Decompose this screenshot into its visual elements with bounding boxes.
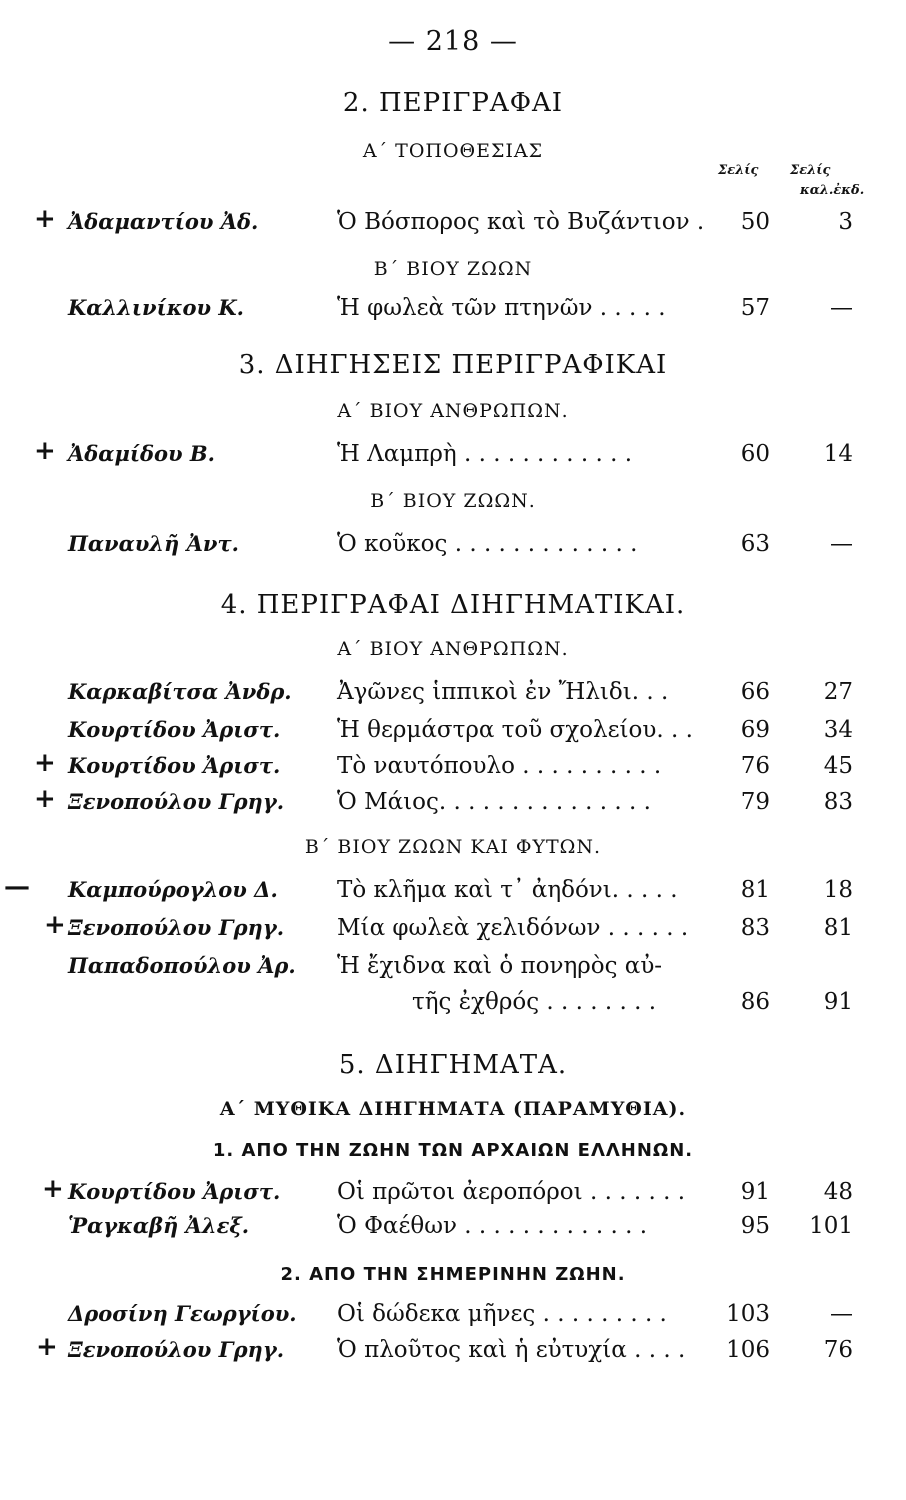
entry-title: Τὸ ναυτόπουλο . . . . . . . . . .: [337, 753, 662, 779]
toc-entry: [0, 1296, 906, 1332]
entry-title: Ἡ φωλεὰ τῶν πτηνῶν . . . . .: [337, 295, 666, 321]
entry-title: Τὸ κλῆμα καὶ τ᾿ ἀηδόνι. . . . .: [337, 877, 678, 903]
page-number: — 218 —: [388, 26, 518, 57]
entry-page-school: 18: [823, 877, 853, 903]
entry-title: Ἀγῶνες ἱππικοὶ ἐν Ἤλιδι. . .: [337, 679, 669, 705]
entry-title: τῆς ἐχθρός . . . . . . . .: [412, 989, 657, 1015]
entry-page-school: 91: [823, 989, 853, 1015]
subheading: 2. ΑΠΟ ΤΗΝ ΣΗΜΕΡΙΝΗΝ ΖΩΗΝ.: [280, 1264, 626, 1285]
entry-author: Καλλινίκου Κ.: [68, 295, 244, 320]
subheading: Α΄ ΒΙΟΥ ΑΝΘΡΩΠΩΝ.: [337, 400, 569, 422]
entry-author: Κουρτίδου Ἀριστ.: [68, 1179, 281, 1204]
column-head-pages-school: Σελίς: [790, 163, 831, 178]
entry-page-school: 83: [823, 789, 853, 815]
cross-mark: +: [34, 204, 56, 234]
subheading: Β΄ ΒΙΟΥ ΖΩΩΝ: [373, 258, 533, 280]
section-heading: 3. ΔΙΗΓΗΣΕΙΣ ΠΕΡΙΓΡΑΦΙΚΑΙ: [238, 350, 668, 380]
entry-author: Δροσίνη Γεωργίου.: [68, 1301, 297, 1326]
entry-page: 103: [726, 1301, 770, 1327]
entry-page-school: —: [830, 531, 853, 557]
column-head-pages: Σελίς: [718, 163, 759, 178]
entry-page-school: 3: [838, 209, 853, 235]
entry-author: Ἀδαμίδου Β.: [68, 441, 215, 466]
cross-mark: +: [42, 1174, 64, 1204]
entry-author: Ῥαγκαβῆ Ἀλεξ.: [68, 1213, 250, 1238]
entry-page-school: 81: [823, 915, 853, 941]
subheading: Β΄ ΒΙΟΥ ΖΩΩΝ ΚΑΙ ΦΥΤΩΝ.: [304, 836, 602, 858]
subheading: 1. ΑΠΟ ΤΗΝ ΖΩΗΝ ΤΩΝ ΑΡΧΑΙΩΝ ΕΛΛΗΝΩΝ.: [212, 1140, 694, 1161]
entry-page: 91: [740, 1179, 770, 1205]
entry-title: Ὁ Μάιος. . . . . . . . . . . . . . .: [337, 789, 651, 815]
entry-author: Καμπούρογλου Δ.: [68, 877, 278, 902]
cross-mark: +: [34, 748, 56, 778]
toc-entry: [0, 526, 906, 562]
column-head-school-note: καλ.ἐκδ.: [800, 183, 865, 198]
entry-page: 83: [740, 915, 770, 941]
subheading: Α΄ ΤΟΠΟΘΕΣΙΑΣ: [362, 140, 544, 162]
entry-title: Ὁ Βόσπορος καὶ τὸ Βυζάντιον .: [337, 209, 705, 235]
toc-entry: [0, 872, 906, 908]
entry-page-school: 48: [823, 1179, 853, 1205]
toc-entry: [0, 436, 906, 472]
entry-page: 60: [740, 441, 770, 467]
entry-page: 79: [740, 789, 770, 815]
entry-author: Ξενοπούλου Γρηγ.: [68, 789, 284, 814]
entry-page: 69: [740, 717, 770, 743]
entry-author: Καρκαβίτσα Ἀνδρ.: [68, 679, 292, 704]
section-heading: 4. ΠΕΡΙΓΡΑΦΑΙ ΔΙΗΓΗΜΑΤΙΚΑΙ.: [220, 590, 686, 620]
toc-entry: [0, 948, 906, 984]
entry-author: Ξενοπούλου Γρηγ.: [68, 915, 284, 940]
toc-entry: [0, 1332, 906, 1368]
entry-author: Ἀδαμαντίου Ἀδ.: [68, 209, 259, 234]
entry-title: Ἡ Λαμπρὴ . . . . . . . . . . . .: [337, 441, 633, 467]
subheading: Α΄ ΒΙΟΥ ΑΝΘΡΩΠΩΝ.: [337, 638, 569, 660]
entry-page: 57: [740, 295, 770, 321]
entry-page: 86: [740, 989, 770, 1015]
entry-author: Ξενοπούλου Γρηγ.: [68, 1337, 284, 1362]
cross-mark: +: [36, 1332, 58, 1362]
dash-mark: —: [4, 872, 30, 902]
entry-page-school: 14: [823, 441, 853, 467]
entry-page: 66: [740, 679, 770, 705]
toc-entry: [0, 674, 906, 710]
cross-mark: +: [34, 784, 56, 814]
toc-entry: [0, 1174, 906, 1210]
entry-page: 106: [726, 1337, 770, 1363]
entry-page: 76: [740, 753, 770, 779]
toc-entry: [0, 784, 906, 820]
entry-page: 63: [740, 531, 770, 557]
entry-page-school: 45: [823, 753, 853, 779]
entry-page: 81: [740, 877, 770, 903]
entry-title: Μία φωλεὰ χελιδόνων . . . . . .: [337, 915, 689, 941]
toc-entry: [0, 712, 906, 748]
entry-page-school: —: [830, 295, 853, 321]
toc-entry: [0, 1208, 906, 1244]
entry-page-school: 76: [823, 1337, 853, 1363]
entry-page-school: 101: [809, 1213, 853, 1239]
entry-author: Παπαδοπούλου Ἀρ.: [68, 953, 296, 978]
entry-author: Παναυλῆ Ἀντ.: [68, 531, 239, 556]
entry-page: 50: [740, 209, 770, 235]
section-heading: 5. ΔΙΗΓΗΜΑΤΑ.: [338, 1050, 568, 1080]
subheading: Β΄ ΒΙΟΥ ΖΩΩΝ.: [370, 490, 536, 512]
cross-mark: +: [44, 910, 66, 940]
toc-entry: [0, 748, 906, 784]
entry-title: Ἡ θερμάστρα τοῦ σχολείου. . .: [337, 717, 693, 743]
entry-page-school: —: [830, 1301, 853, 1327]
entry-title: Ὁ πλοῦτος καὶ ἡ εὐτυχία . . . .: [337, 1337, 686, 1363]
section-heading: 2. ΠΕΡΙΓΡΑΦΑΙ: [342, 88, 564, 118]
entry-page-school: 34: [823, 717, 853, 743]
toc-entry: [0, 910, 906, 946]
entry-title: Ὁ κοῦκος . . . . . . . . . . . . .: [337, 531, 638, 557]
toc-entry: [0, 290, 906, 326]
subheading: Α΄ ΜΥΘΙΚΑ ΔΙΗΓΗΜΑΤΑ (ΠΑΡΑΜΥΘΙΑ).: [219, 1098, 687, 1120]
entry-page-school: 27: [823, 679, 853, 705]
entry-title: Οἱ πρῶτοι ἀεροπόροι . . . . . . .: [337, 1179, 685, 1205]
toc-entry: [0, 204, 906, 240]
entry-author: Κουρτίδου Ἀριστ.: [68, 753, 281, 778]
entry-title: Ὁ Φαέθων . . . . . . . . . . . . .: [337, 1213, 648, 1239]
entry-title: Ἡ ἔχιδνα καὶ ὁ πονηρὸς αὐ-: [337, 953, 663, 979]
cross-mark: +: [34, 436, 56, 466]
entry-title: Οἱ δώδεκα μῆνες . . . . . . . . .: [337, 1301, 667, 1327]
toc-entry-continued: [0, 984, 906, 1020]
entry-author: Κουρτίδου Ἀριστ.: [68, 717, 281, 742]
entry-page: 95: [740, 1213, 770, 1239]
